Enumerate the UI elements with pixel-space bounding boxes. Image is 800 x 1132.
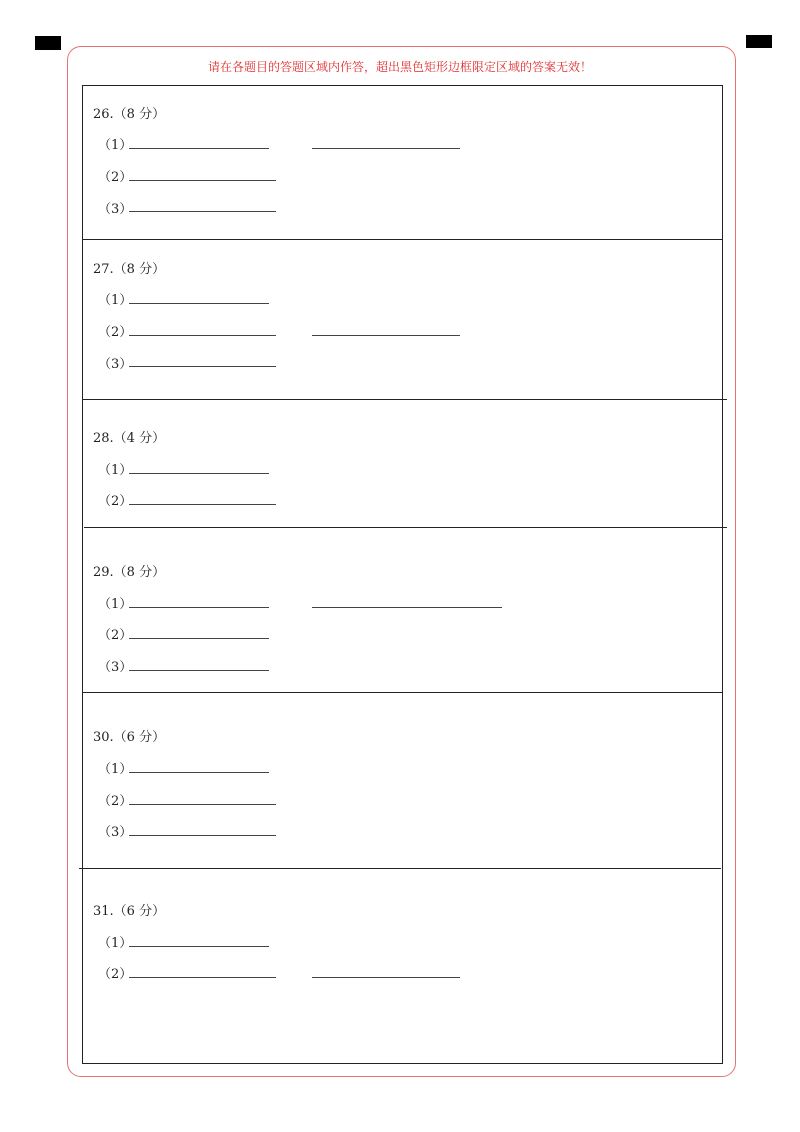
answer-line[interactable] [312, 335, 460, 336]
answer-line[interactable] [312, 148, 460, 149]
alignment-marker-left [35, 36, 61, 50]
sub-label: （1） [98, 936, 133, 951]
answer-line[interactable] [129, 638, 269, 639]
answer-line[interactable] [129, 977, 276, 978]
answer-line[interactable] [129, 211, 276, 212]
sub-label: （2） [98, 794, 133, 809]
question-title: 29.（8 分） [93, 565, 166, 580]
answer-line[interactable] [129, 607, 269, 608]
answer-line[interactable] [129, 772, 269, 773]
sub-label: （2） [98, 967, 133, 982]
sub-label: （2） [98, 628, 133, 643]
sub-label: （3） [98, 357, 133, 372]
question-title: 28.（4 分） [93, 431, 166, 446]
answer-line[interactable] [129, 303, 269, 304]
question-title: 31.（6 分） [93, 904, 166, 919]
answer-line[interactable] [129, 366, 276, 367]
answer-line[interactable] [129, 473, 269, 474]
sub-label: （1） [98, 293, 133, 308]
sub-label: （3） [98, 202, 133, 217]
question-title: 26.（8 分） [93, 107, 166, 122]
question-title: 27.（8 分） [93, 262, 166, 277]
section-divider [82, 239, 723, 240]
sub-label: （1） [98, 138, 133, 153]
section-divider [82, 399, 727, 400]
sub-label: （1） [98, 597, 133, 612]
sub-label: （1） [98, 762, 133, 777]
answer-line[interactable] [129, 946, 269, 947]
sub-label: （3） [98, 825, 133, 840]
answer-area-box [82, 85, 723, 1064]
answer-line[interactable] [129, 180, 276, 181]
answer-line[interactable] [129, 504, 276, 505]
question-title: 30.（6 分） [93, 730, 166, 745]
notice-text: 请在各题目的答题区域内作答，超出黑色矩形边框限定区域的答案无效！ [207, 60, 592, 74]
answer-line[interactable] [312, 977, 460, 978]
answer-line[interactable] [129, 148, 269, 149]
answer-line[interactable] [312, 607, 502, 608]
section-divider [82, 692, 723, 693]
section-divider [84, 527, 727, 528]
sub-label: （3） [98, 660, 133, 675]
alignment-marker-right [746, 35, 772, 48]
section-divider [79, 868, 721, 869]
sub-label: （2） [98, 325, 133, 340]
answer-line[interactable] [129, 335, 276, 336]
answer-line[interactable] [129, 835, 276, 836]
sub-label: （2） [98, 494, 133, 509]
answer-line[interactable] [129, 670, 269, 671]
sub-label: （2） [98, 170, 133, 185]
sub-label: （1） [98, 463, 133, 478]
answer-line[interactable] [129, 804, 276, 805]
